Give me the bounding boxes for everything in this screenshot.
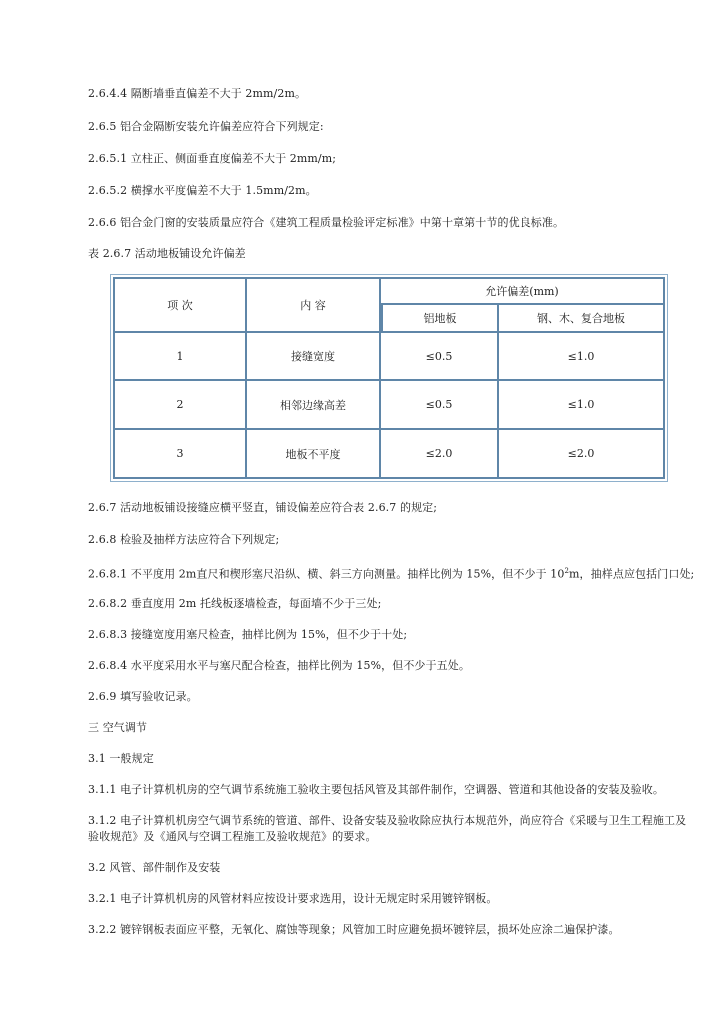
paragraph-2-6-6: 2.6.6 铝合金门窗的安装质量应符合《建筑工程质量检验评定标准》中第十章第十节的优良标准。 bbox=[88, 216, 565, 229]
paragraph-2-6-5-1: 2.6.5.1 立柱正、侧面垂直度偏差不大于 2mm/m; bbox=[88, 152, 337, 165]
cell-aluminum: ≤0.5 bbox=[381, 333, 499, 381]
table-row bbox=[113, 333, 665, 381]
paragraph-2-6-5: 2.6.5 铝合金隔断安装允许偏差应符合下列规定: bbox=[88, 120, 324, 133]
section-heading-3: 三 空气调节 bbox=[88, 721, 148, 734]
paragraph-3-1-2: 3.1.2 电子计算机机房空气调节系统的管道、部件、设备安装及验收除应执行本规范外，尚应符合《采暖与卫生工程施工及验收规范》及《通风与空调工程施工及验收规范》的要求。 bbox=[88, 814, 687, 843]
table-row bbox=[113, 381, 665, 430]
superscript: 2 bbox=[564, 567, 570, 575]
cell-no: 3 bbox=[113, 430, 247, 479]
cell-aluminum: ≤0.5 bbox=[381, 381, 499, 430]
text-run: 2.6.8.1 不平度用 2m直尺和楔形塞尺沿纵、横、斜三方向测量。抽样比例为 15%，但不少于 10 bbox=[88, 567, 565, 581]
cell-no: 2 bbox=[113, 381, 247, 430]
paragraph-3-2-2: 3.2.2 镀锌钢板表面应平整，无氧化、腐蚀等现象；风管加工时应避免损坏镀锌层，损坏处应涂二遍保护漆。 bbox=[88, 923, 620, 936]
paragraph-2-6-5-2: 2.6.5.2 横撑水平度偏差不大于 1.5mm/2m。 bbox=[88, 184, 317, 197]
paragraph-2-6-8-3: 2.6.8.3 接缝宽度用塞尺检查，抽样比例为 15%，但不少于十处; bbox=[88, 628, 408, 641]
cell-other: ≤1.0 bbox=[499, 333, 665, 381]
paragraph-2-6-8-2: 2.6.8.2 垂直度用 2m 托线板逐墙检查，每面墙不少于三处; bbox=[88, 597, 382, 610]
cell-no: 1 bbox=[113, 333, 247, 381]
table-caption: 表 2.6.7 活动地板铺设允许偏差 bbox=[88, 247, 246, 260]
cell-item: 相邻边缘高差 bbox=[247, 381, 381, 430]
text-run: m，抽样点应包括门口处; bbox=[569, 567, 695, 581]
section-heading-3-2: 3.2 风管、部件制作及安装 bbox=[88, 861, 221, 874]
cell-other: ≤1.0 bbox=[499, 381, 665, 430]
header-steel-wood-composite-floor: 钢、木、复合地板 bbox=[499, 305, 665, 333]
header-content: 内 容 bbox=[247, 277, 381, 333]
section-heading-3-1: 3.1 一般规定 bbox=[88, 752, 154, 765]
paragraph-3-2-1: 3.2.1 电子计算机机房的风管材料应按设计要求选用，设计无规定时采用镀锌钢板。 bbox=[88, 892, 498, 905]
paragraph-2-6-8-4: 2.6.8.4 水平度采用水平与塞尺配合检查，抽样比例为 15%，但不少于五处。 bbox=[88, 659, 470, 672]
paragraph-2-6-4-4: 2.6.4.4 隔断墙垂直偏差不大于 2mm/2m。 bbox=[88, 87, 307, 100]
header-allowed-deviation: 允许偏差(mm) bbox=[381, 277, 665, 305]
header-item-no: 项 次 bbox=[113, 277, 247, 333]
cell-item: 接缝宽度 bbox=[247, 333, 381, 381]
tolerance-table-frame bbox=[110, 274, 668, 482]
table-row bbox=[113, 430, 665, 479]
paragraph-2-6-8: 2.6.8 检验及抽样方法应符合下列规定; bbox=[88, 533, 280, 546]
cell-other: ≤2.0 bbox=[499, 430, 665, 479]
header-aluminum-floor: 铝地板 bbox=[381, 305, 499, 333]
paragraph-3-1-1: 3.1.1 电子计算机机房的空气调节系统施工验收主要包括风管及其部件制作，空调器、管道和其他设备的安装及验收。 bbox=[88, 783, 664, 796]
cell-item: 地板不平度 bbox=[247, 430, 381, 479]
paragraph-2-6-8-1 bbox=[88, 563, 695, 583]
paragraph-2-6-9: 2.6.9 填写验收记录。 bbox=[88, 690, 198, 703]
cell-aluminum: ≤2.0 bbox=[381, 430, 499, 479]
paragraph-2-6-7: 2.6.7 活动地板铺设接缝应横平竖直，铺设偏差应符合表 2.6.7 的规定; bbox=[88, 501, 438, 514]
tolerance-table bbox=[113, 277, 665, 479]
